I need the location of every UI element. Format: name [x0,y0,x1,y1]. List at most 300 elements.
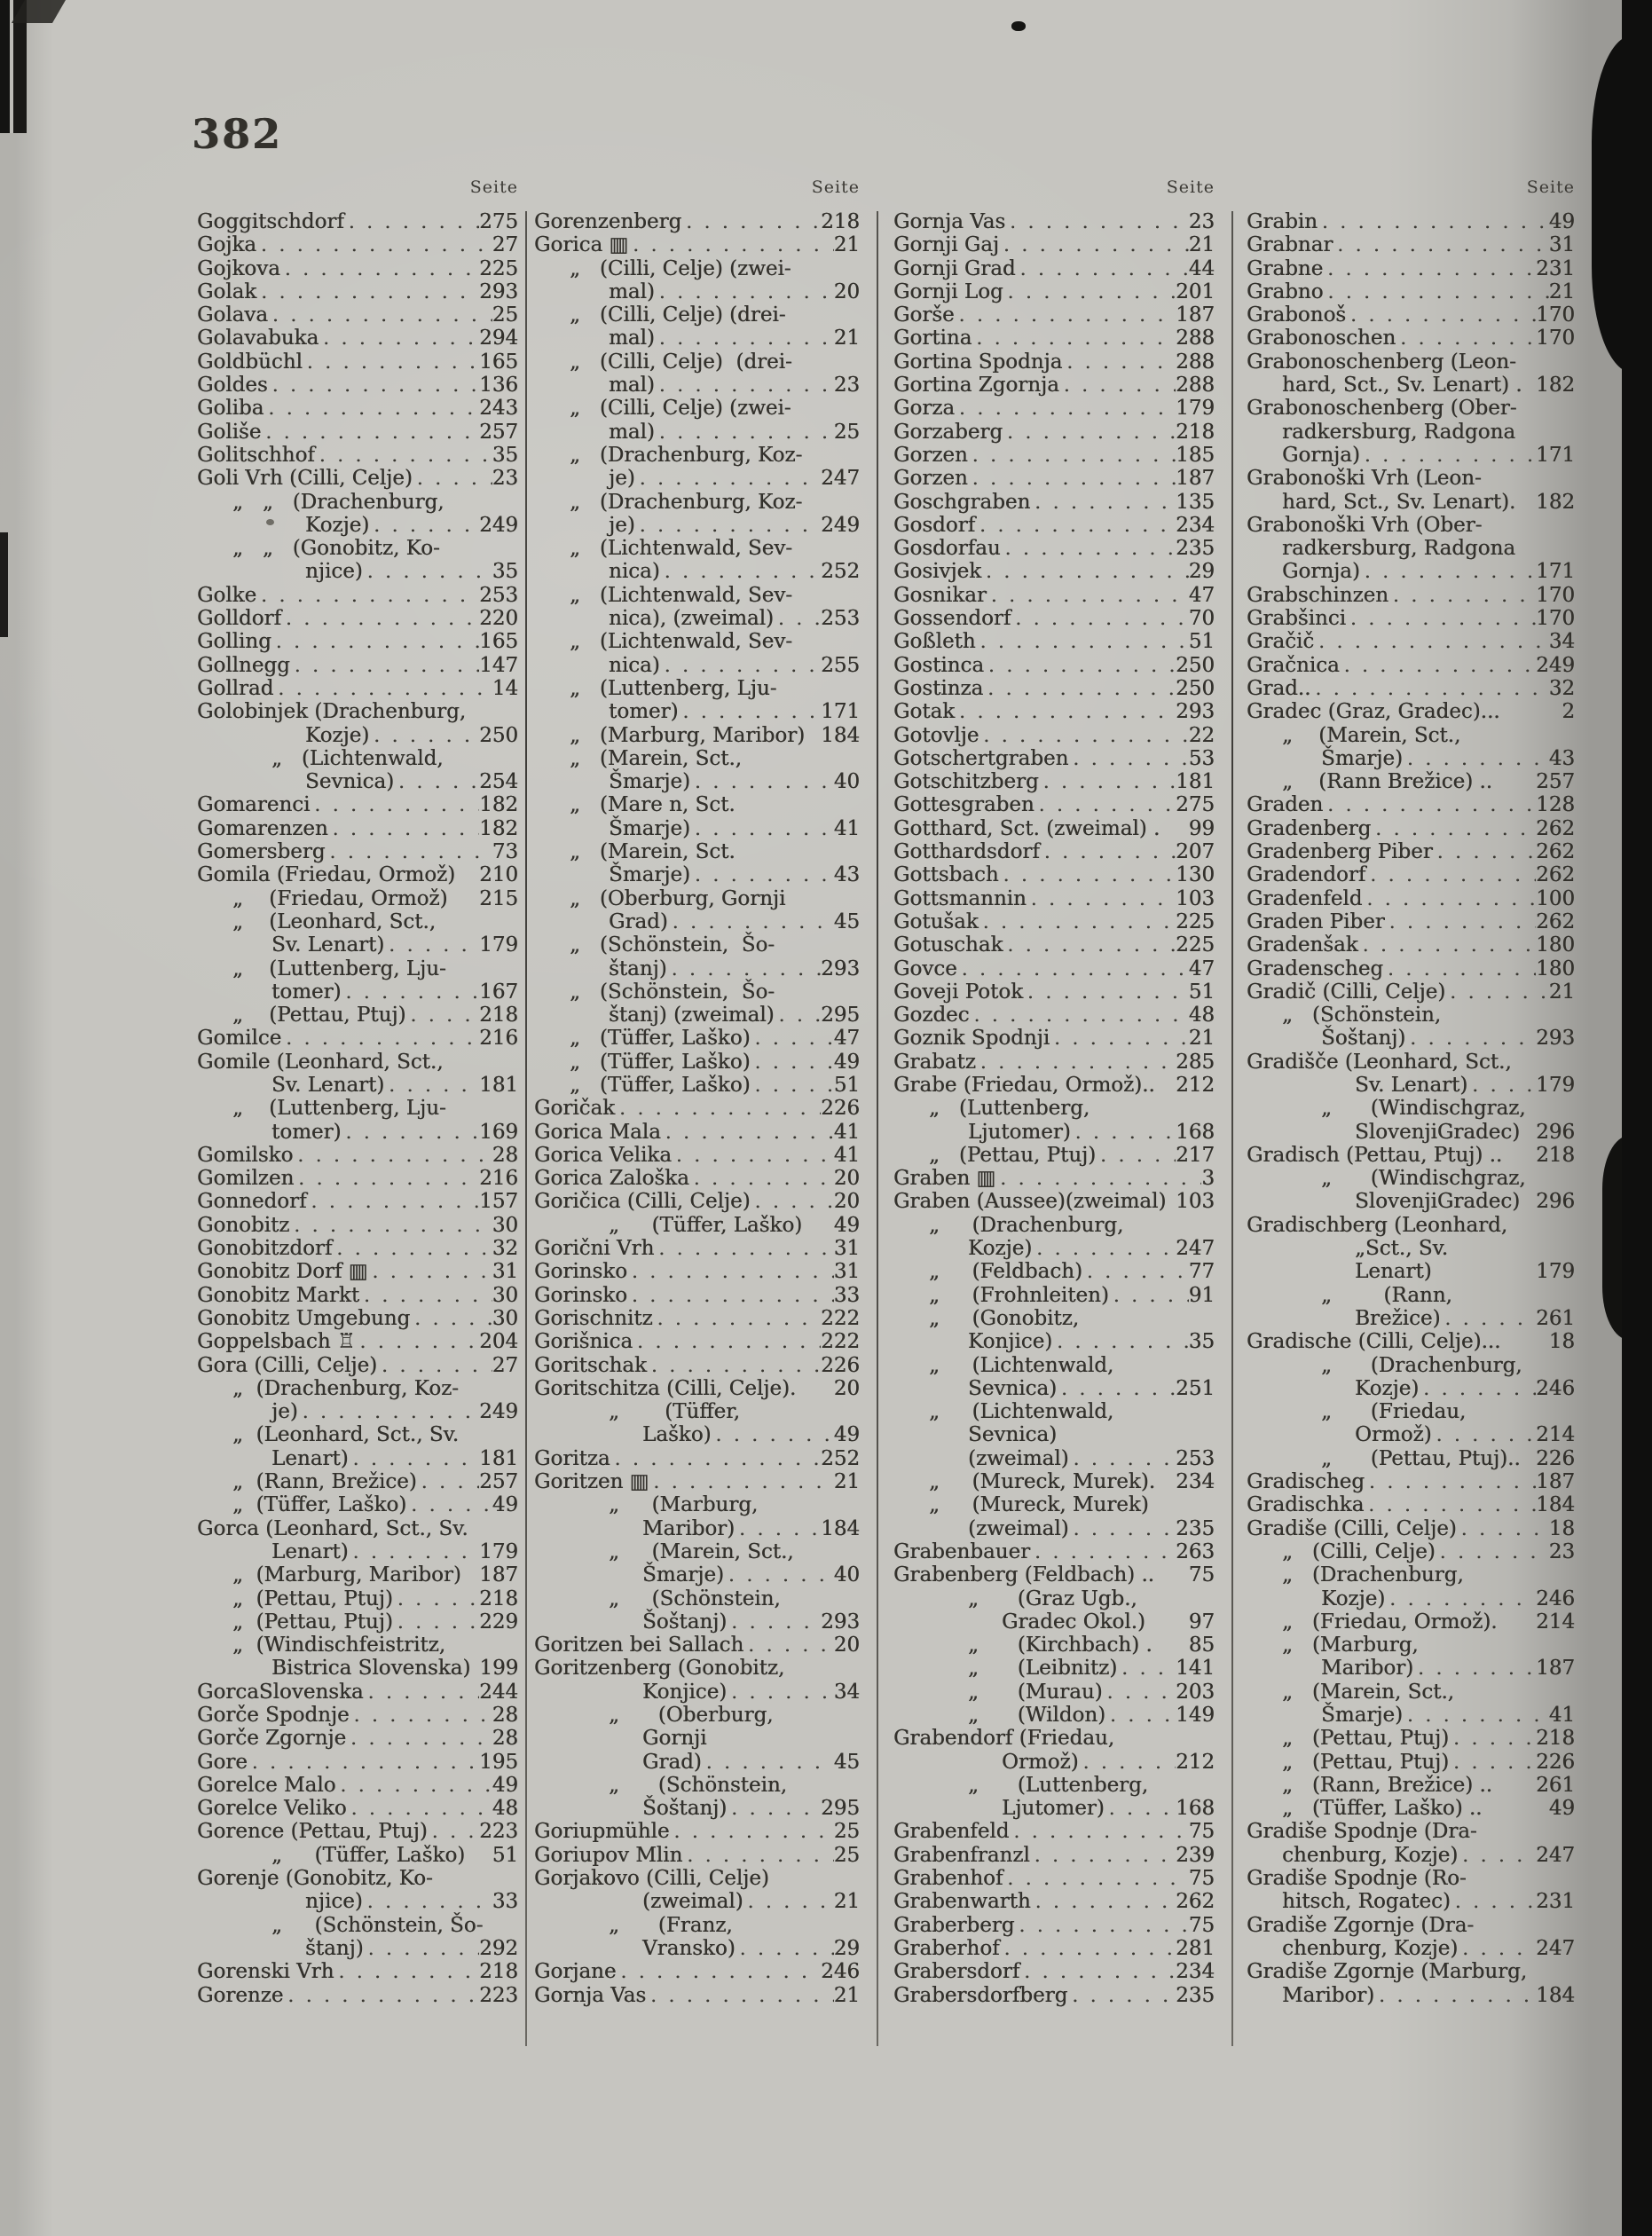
index-entry-line [1247,1540,1575,1563]
index-entry-line [893,1657,1215,1680]
index-entry-line [197,817,518,840]
index-entry-line [534,1704,860,1727]
entry-page-number: 249 [1536,653,1575,677]
dot-leader [727,1681,834,1704]
entry-page-number: 215 [479,886,518,910]
entry-text: Gosivjek [893,560,982,584]
index-entry-line [893,1074,1215,1097]
page-number: 382 [192,110,283,158]
index-entry-line [197,1400,518,1423]
entry-text: „ (Leonhard, Sct., Sv. [232,1423,460,1447]
index-entry-line [1247,677,1575,700]
dot-leader [1030,1540,1176,1563]
ink-speck [1011,21,1026,31]
entry-page-number: 218 [1536,1727,1575,1751]
dot-leader [690,817,834,840]
entry-text: Gornja Vas [893,210,1006,233]
entry-text: „ (Schönstein, Šo- [570,933,775,957]
index-entry-line [893,677,1215,700]
entry-text: „ (Lichtenwald, [929,1400,1114,1424]
index-entry-line [1247,630,1575,653]
dot-leader [356,1330,480,1353]
entry-page-number: 75 [1188,1563,1215,1587]
entry-text: Goritschitza (Cilli, Celje). [534,1376,797,1400]
entry-page-number: 246 [821,1960,860,1984]
entry-text: Golke [197,583,257,607]
entry-page-number: 262 [1536,863,1575,887]
dot-leader [1340,654,1536,677]
entry-page-number: 210 [479,863,518,887]
dot-leader [1360,560,1536,583]
dot-leader [1467,1074,1536,1097]
entry-text: Grabonoški Vrh (Leon- [1247,467,1482,491]
index-entry-line [893,1984,1215,2007]
entry-text: Grabersdorfberg [893,1983,1068,2007]
entry-page-number: 204 [479,1330,518,1354]
entry-text: nica), (zweimal) [609,607,774,631]
entry-text: „ (Leonhard, Sct., [232,909,437,933]
index-entry-line [893,1727,1215,1750]
entry-text: „ (Lichtenwald, Sev- [570,583,793,607]
index-entry-line [893,1027,1215,1050]
dot-leader [1040,840,1176,863]
entry-page-number: 103 [1176,886,1215,910]
entry-page-number: 23 [1188,210,1215,233]
dot-leader [1105,1704,1176,1727]
entry-text: Gomile (Leonhard, Sct., [197,1050,444,1074]
index-entry-line [534,1237,860,1260]
entry-page-number: 20 [833,1376,860,1400]
entry-text: tomer) [271,1120,342,1144]
entry-page-number: 45 [833,1750,860,1774]
entry-text: Goritza [534,1446,610,1470]
index-entry-line [197,210,518,233]
index-entry-line [534,1284,860,1307]
entry-page-number: 22 [1188,723,1215,747]
entry-page-number: 223 [479,1820,518,1844]
index-column [893,177,1215,2007]
entry-text: „ (Franz, [609,1913,733,1937]
dot-leader [1403,747,1549,770]
entry-page-number: 73 [492,840,518,864]
entry-page-number: 169 [479,1120,518,1144]
entry-text: Grad) [642,1750,702,1774]
entry-page-number: 34 [1548,630,1575,654]
dot-leader [654,1237,833,1260]
index-entry-line [1247,467,1575,490]
dot-leader [1360,444,1536,467]
entry-text: „ (Wildon) [968,1704,1106,1727]
dot-leader [984,654,1176,677]
dot-leader [635,514,821,537]
dot-leader [1385,910,1536,933]
index-entry-line [197,840,518,863]
entry-page-number: 41 [833,816,860,840]
entry-text: njice) [305,1890,363,1914]
entry-page-number: 48 [492,1797,518,1821]
index-entry-line [197,1004,518,1027]
dot-leader [273,677,492,700]
entry-page-number: 20 [833,280,860,303]
index-entry-line [893,654,1215,677]
index-entry-line [534,1354,860,1377]
dot-leader [976,1051,1176,1074]
entry-text: „ (Rann, Brežice) .. [1282,1773,1493,1797]
entry-text: Sevnica) [305,770,395,794]
entry-text: „Sct., Sv. [1355,1237,1449,1261]
entry-page-number: 257 [479,420,518,444]
index-entry-line [534,1144,860,1167]
entry-text: Golava [197,303,268,327]
index-entry-line [1247,863,1575,886]
entry-page-number: 43 [1548,746,1575,770]
entry-page-number: 296 [1536,1120,1575,1144]
entry-page-number: 21 [1548,280,1575,303]
entry-page-number: 135 [1176,490,1215,514]
dot-leader [647,1354,821,1377]
entry-text: Šoštanj) [1321,1027,1406,1051]
entry-text: Gotuschak [893,933,1003,957]
index-entry-line [893,1354,1215,1377]
dot-leader [727,1610,821,1634]
entry-text: mal) [609,420,655,444]
dot-leader [968,467,1176,490]
entry-text: Gornji Grad [893,256,1016,280]
entry-text: Gonobitzdorf [197,1237,333,1261]
dot-leader [774,607,821,630]
entry-page-number: 41 [1548,1704,1575,1727]
dot-leader [256,280,479,303]
column-divider-rule [877,211,878,2046]
index-entry-line [1247,840,1575,863]
index-entry-line [893,1377,1215,1400]
dot-leader [983,677,1176,700]
dot-leader [1405,1027,1536,1050]
index-entry-line [197,1587,518,1610]
entry-text: „ (Friedau, Ormož). [1282,1610,1498,1634]
entry-text: Gorišnica [534,1330,633,1354]
entry-text: Graben ▥ [893,1167,996,1191]
entry-page-number: 217 [1176,1143,1215,1167]
dot-leader [655,374,834,397]
index-entry-line [1247,1634,1575,1657]
dot-leader [1034,793,1176,816]
entry-text: je) [609,467,635,491]
entry-page-number: 18 [1548,1330,1575,1354]
index-entry-line [1247,1190,1575,1213]
entry-text: Golobinjek (Drachenburg, [197,700,467,724]
index-entry-line [893,1867,1215,1890]
entry-page-number: 243 [479,397,518,421]
index-column-lines [893,210,1215,2007]
index-entry-line [197,1493,518,1516]
entry-text: Goppelsbach ♖ [197,1330,356,1354]
entry-text: „ (Tüffer, Laško) [232,1493,407,1517]
entry-page-number: 254 [479,770,518,794]
index-entry-line [1247,1867,1575,1890]
dot-leader [1050,1027,1189,1050]
entry-page-number: 262 [1536,840,1575,864]
entry-text: Gradenberg Piber [1247,840,1433,864]
entry-page-number: 250 [1176,676,1215,700]
entry-page-number: 234 [1176,1960,1215,1984]
index-entry-line [1247,1751,1575,1774]
entry-text: Gradec Okol.) [1002,1610,1145,1634]
entry-page-number: 223 [479,1983,518,2007]
dot-leader [1001,537,1176,560]
entry-page-number: 29 [833,1936,860,1960]
entry-text: Gorenje (Gonobitz, Ko- [197,1867,433,1891]
entry-text: Graberhof [893,1936,1000,1960]
entry-page-number: 249 [821,513,860,537]
entry-page-number: 171 [1536,560,1575,584]
entry-text: tomer) [271,980,342,1004]
dot-leader [344,210,479,233]
dot-leader [667,957,821,980]
entry-text: „ (Graz Ugb., [968,1586,1137,1610]
index-entry-line [197,770,518,793]
entry-text: Gostinca [893,653,985,677]
index-entry-line [1247,280,1575,303]
entry-page-number: 21 [1188,1027,1215,1051]
entry-page-number: 218 [479,1004,518,1027]
entry-text: Gradische (Cilli, Celje)... [1247,1330,1501,1354]
index-entry-line [534,1914,860,1937]
entry-page-number: 20 [833,1634,860,1657]
entry-text: Gomilce [197,1027,282,1051]
index-entry-line [197,1190,518,1213]
index-entry-line [893,1167,1215,1190]
dot-leader [417,1470,479,1493]
index-entry-line [893,1751,1215,1774]
index-entry-line [1247,700,1575,723]
index-entry-line [893,1820,1215,1843]
index-entry-line [534,514,860,537]
index-entry-line [534,1727,860,1750]
index-entry-line [893,1004,1215,1027]
scan-smudge-left-edge [0,532,8,637]
entry-text: Kozje) [305,513,370,537]
entry-text: „ (Cilli, Celje) (drei- [570,303,786,327]
entry-page-number: 47 [1188,583,1215,607]
entry-text: nica) [609,653,660,677]
entry-page-number: 181 [479,1073,518,1097]
entry-text: Grabonoš [1247,303,1347,327]
dot-leader [981,560,1189,583]
entry-text: chenburg, Kozje) [1282,1936,1459,1960]
entry-text: Gračič [1247,630,1315,654]
entry-page-number: 40 [833,770,860,794]
entry-text: „ (Leibnitz) [968,1657,1118,1681]
entry-page-number: 187 [1176,303,1215,327]
dot-leader [955,397,1176,420]
entry-text: Gorzaberg [893,420,1003,444]
dot-leader [1039,770,1176,793]
dot-leader [1068,747,1188,770]
entry-page-number: 239 [1176,1843,1215,1867]
entry-text: Grabschinzen [1247,583,1389,607]
entry-page-number: 203 [1176,1680,1215,1704]
index-entry-line [1247,1774,1575,1797]
entry-text: „ (Marburg, [1282,1634,1419,1657]
entry-page-number: 179 [1176,397,1215,421]
index-entry-line [1247,374,1575,397]
dot-leader [1005,210,1189,233]
entry-page-number: 288 [1176,327,1215,350]
entry-text: „ (Lichtenwald, [929,1353,1114,1377]
entry-text: Gonobitz [197,1213,290,1237]
entry-text: štanj) [305,1936,364,1960]
dot-leader [1079,1751,1176,1774]
index-entry-line [893,887,1215,910]
entry-text: Grabenbauer [893,1539,1031,1563]
dot-leader [987,584,1189,607]
entry-page-number: 247 [1536,1936,1575,1960]
index-entry-line [1247,1914,1575,1937]
entry-text: Gorjane [534,1960,617,1984]
index-entry-line [197,1563,518,1586]
entry-page-number: 293 [821,1610,860,1634]
entry-text: (zweimal) [968,1446,1069,1470]
entry-page-number: 21 [833,1890,860,1914]
entry-text: Gradenfeld [1247,886,1363,910]
entry-page-number: 180 [1536,933,1575,957]
entry-text: Grabenwarth [893,1890,1031,1914]
entry-page-number: 31 [492,1260,518,1284]
index-entry-line [534,654,860,677]
entry-text: Goveji Potok [893,980,1024,1004]
entry-text: Gorza [893,397,956,421]
entry-page-number: 234 [1176,513,1215,537]
entry-text: Brežice) [1355,1306,1441,1330]
index-entry-line [197,887,518,910]
dot-leader [751,1190,834,1213]
entry-text: „ (Friedau, Ormož) [232,886,448,910]
index-entry-line [1247,1470,1575,1493]
index-entry-line [197,1027,518,1050]
entry-page-number: 218 [1536,1143,1575,1167]
entry-text: „ (Cilli, Celje) (zwei- [570,397,791,421]
entry-text: „ (Rann, [1321,1283,1452,1307]
entry-text: Gollrad [197,676,274,700]
entry-page-number: 75 [1188,1867,1215,1891]
entry-text: Gornja Vas [534,1983,647,2007]
index-entry-line [197,1820,518,1843]
index-entry-line [197,467,518,490]
index-entry-line [893,630,1215,653]
seite-column-header: Seite [1526,177,1575,197]
entry-text: Gonobitz Markt [197,1283,360,1307]
entry-text: Gomila (Friedau, Ormož) [197,863,456,887]
index-entry-line [534,1377,860,1400]
dot-leader [1067,1984,1176,2007]
entry-page-number: 180 [1536,957,1575,980]
index-entry-line [893,1890,1215,1913]
index-entry-line [534,421,860,444]
entry-page-number: 99 [1188,816,1215,840]
index-entry-line [534,1517,860,1540]
entry-text: „ (Lichtenwald, Sev- [570,630,793,654]
dot-leader [256,584,479,607]
index-entry-line [197,560,518,583]
index-entry-line [893,747,1215,770]
index-entry-line [893,957,1215,980]
entry-text: Gomarenzen [197,816,328,840]
entry-page-number: 28 [492,1704,518,1727]
entry-text: Gojka [197,233,257,257]
index-entry-line [197,1284,518,1307]
entry-text: Gradiše (Cilli, Celje) [1247,1516,1457,1540]
index-entry-line [1247,233,1575,256]
entry-text: Gotthardsdorf [893,840,1040,864]
index-entry-line [534,374,860,397]
entry-page-number: 48 [1188,1004,1215,1027]
dot-leader [1003,1867,1188,1890]
index-entry-line [534,1214,860,1237]
entry-page-number: 35 [492,443,518,467]
index-entry-line [1247,1330,1575,1353]
index-entry-line [1247,654,1575,677]
index-entry-line [534,584,860,607]
dot-leader [670,1820,834,1843]
index-entry-line [197,654,518,677]
dot-leader [660,560,821,583]
index-entry-line [197,980,518,1004]
entry-text: GorcaSlovenska [197,1680,364,1704]
dot-leader [341,980,479,1004]
entry-text: „ (Windischfeistritz, [232,1634,446,1657]
dot-leader [1449,1751,1536,1774]
entry-page-number: 25 [492,303,518,327]
index-entry-line [534,1610,860,1634]
dot-leader [661,1121,834,1144]
index-entry-line [893,1517,1215,1540]
entry-page-number: 229 [479,1610,518,1634]
index-entry-line [534,1960,860,1983]
entry-text: Goggitschdorf [197,210,344,233]
dot-leader [1419,1377,1536,1400]
entry-page-number: 249 [479,513,518,537]
entry-text: „ (Marein, Sct., [609,1539,794,1563]
dot-leader [660,654,821,677]
index-entry-line [534,257,860,280]
index-entry-line [1247,1517,1575,1540]
index-entry-line [893,514,1215,537]
entry-text: „ „ (Drachenburg, [232,490,444,514]
dot-leader [1117,1657,1176,1680]
index-entry-line [893,1587,1215,1610]
index-entry-line [197,1517,518,1540]
index-entry-line [893,303,1215,327]
entry-page-number: 91 [1188,1283,1215,1307]
dot-leader [727,1797,821,1820]
entry-text: „ (Marein, Sct., [1282,723,1461,747]
index-entry-line [197,584,518,607]
entry-page-number: 75 [1188,1913,1215,1937]
dot-leader [1109,1284,1189,1307]
entry-page-number: 294 [479,327,518,350]
dot-leader [1003,280,1176,303]
dot-leader [281,607,479,630]
entry-text: „ (Feldbach) [929,1260,1082,1284]
dot-leader [1440,1307,1536,1330]
dot-leader [1449,1727,1536,1750]
entry-text: Goritschak [534,1353,647,1377]
entry-page-number: 187 [1536,1657,1575,1681]
dot-leader [334,1960,479,1983]
index-entry-line [197,957,518,980]
index-entry-line [197,1681,518,1704]
